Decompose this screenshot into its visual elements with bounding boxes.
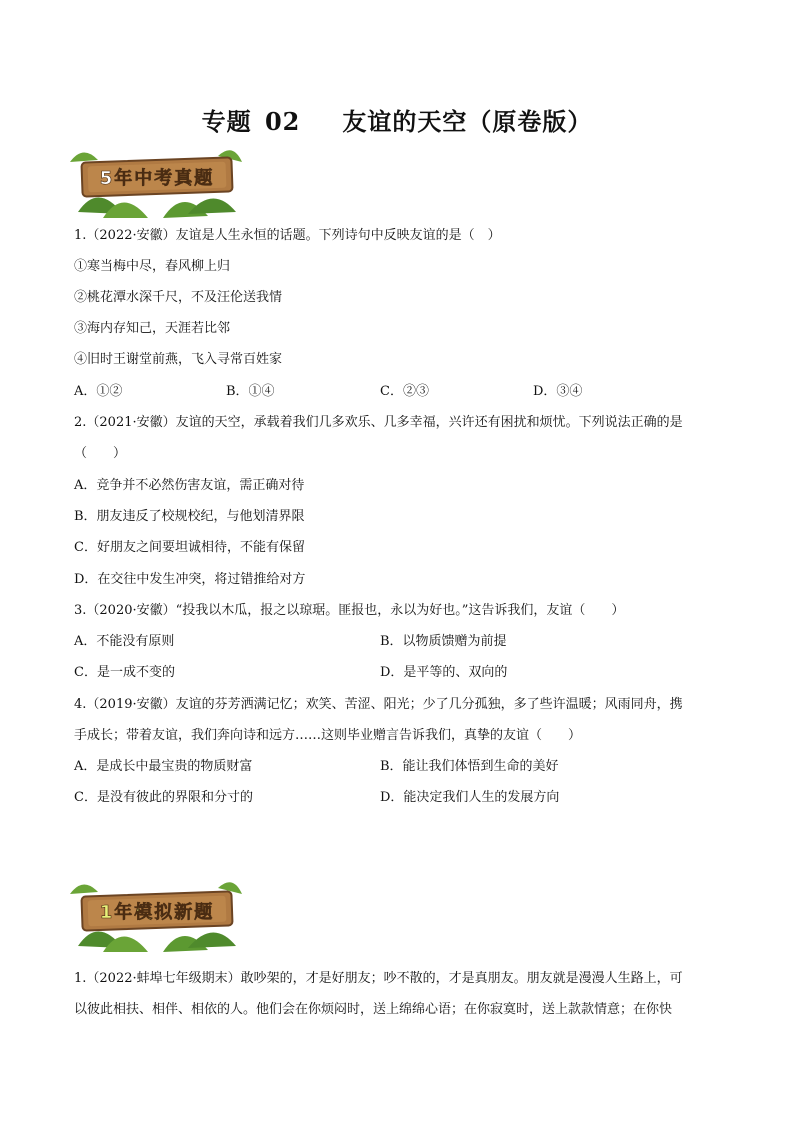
question-stem: 手成长；带着友谊，我们奔向诗和远方……这则毕业赠言告诉我们，真挚的友谊（ ） xyxy=(74,728,582,743)
question-stem: 1.（2022·蚌埠七年级期末）敢吵架的，才是好朋友；吵不散的，才是真朋友。朋友就是漫漫人生路上，可 xyxy=(74,971,683,986)
answer-option: D．在交往中发生冲突，将过错推给对方 xyxy=(74,572,306,587)
section-banner-exam xyxy=(68,142,243,220)
banner-label: 1年模拟新题 xyxy=(99,902,215,923)
question-stem: 3.（2020·安徽）“投我以木瓜，报之以琼琚。匪报也，永以为好也。”这告诉我们，友谊（ ） xyxy=(74,603,625,618)
answer-option: C．是一成不变的 xyxy=(74,665,175,680)
statement-item: ③海内存知己，天涯若比邻 xyxy=(74,321,231,336)
banner-label: 5年中考真题 xyxy=(99,168,215,189)
answer-option: B．能让我们体悟到生命的美好 xyxy=(380,759,559,774)
section-banner-mock xyxy=(68,876,243,954)
answer-option: D．能决定我们人生的发展方向 xyxy=(380,790,560,805)
question-stem: 4.（2019·安徽）友谊的芬芳洒满记忆；欢笑、苦涩、阳光；少了几分孤独，多了些许温暖；风雨同舟，携 xyxy=(74,697,683,712)
answer-option: D．是平等的、双向的 xyxy=(380,665,508,680)
question-stem: 以彼此相扶、相伴、相依的人。他们会在你烦闷时，送上绵绵心语；在你寂寞时，送上款款情意；在你快 xyxy=(74,1002,673,1017)
answer-option: B．以物质馈赠为前提 xyxy=(380,634,507,649)
answer-option: D．③④ xyxy=(533,384,583,399)
answer-option: A．是成长中最宝贵的物质财富 xyxy=(74,759,253,774)
statement-item: ④旧时王谢堂前燕，飞入寻常百姓家 xyxy=(74,352,283,367)
answer-option: B．朋友违反了校规校纪，与他划清界限 xyxy=(74,509,305,524)
question-stem: 2.（2021·安徽）友谊的天空，承载着我们几多欢乐、几多幸福，兴许还有困扰和烦忧。下列说法正确的是 xyxy=(74,415,683,430)
answer-option: A．不能没有原则 xyxy=(74,634,175,649)
question-stem: （ ） xyxy=(74,446,127,461)
answer-option: C．②③ xyxy=(380,384,429,399)
page-title: 专题 02 友谊的天空（原卷版） xyxy=(201,107,593,136)
answer-option: A．①② xyxy=(74,384,123,399)
answer-option: A．竞争并不必然伤害友谊，需正确对待 xyxy=(74,478,305,493)
answer-option: B．①④ xyxy=(226,384,275,399)
answer-option: C．好朋友之间要坦诚相待，不能有保留 xyxy=(74,540,305,555)
answer-option: C．是没有彼此的界限和分寸的 xyxy=(74,790,253,805)
question-stem: 1.（2022·安徽）友谊是人生永恒的话题。下列诗句中反映友谊的是（ ） xyxy=(74,228,501,243)
statement-item: ②桃花潭水深千尺，不及汪伦送我情 xyxy=(74,290,283,305)
statement-item: ①寒当梅中尽，春风柳上归 xyxy=(74,259,231,274)
